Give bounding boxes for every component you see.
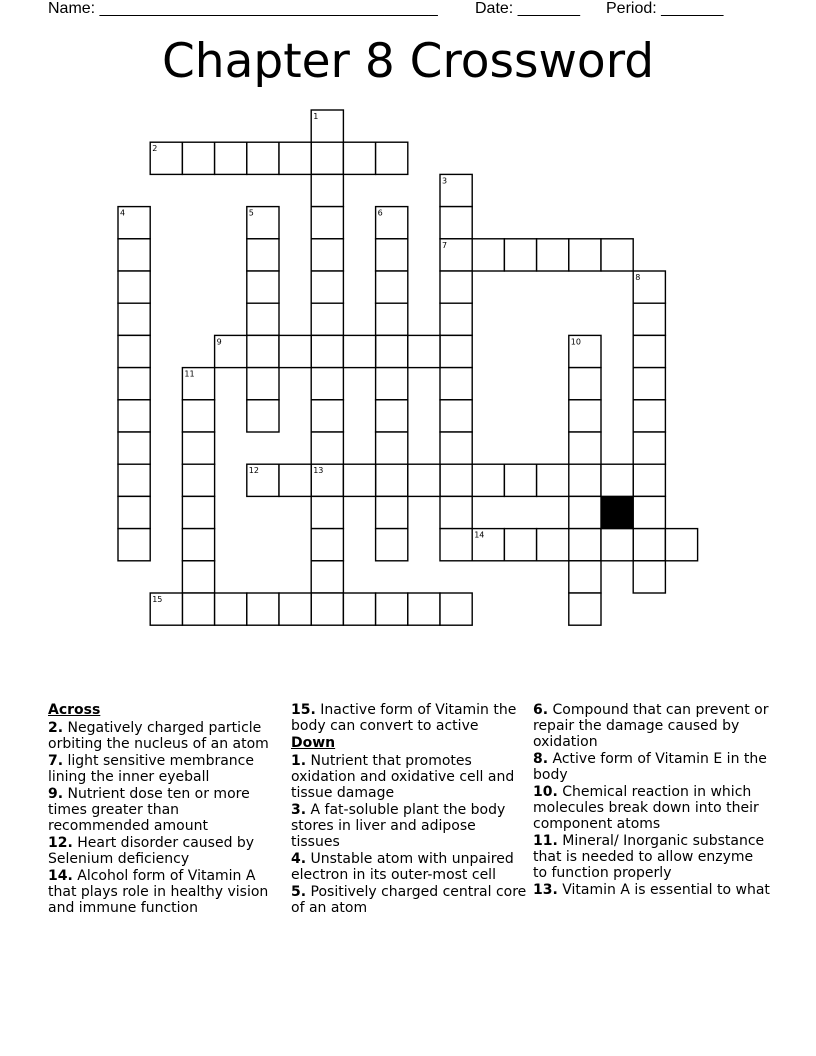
clue-item	[291, 802, 527, 850]
clue-item	[291, 753, 527, 801]
grid-cell[interactable]	[343, 593, 375, 625]
grid-cell[interactable]	[118, 432, 150, 464]
grid-cell[interactable]	[182, 496, 214, 528]
grid-cell[interactable]	[182, 561, 214, 593]
grid-cell[interactable]	[440, 593, 472, 625]
grid-cell[interactable]	[215, 593, 247, 625]
clue-item	[291, 702, 527, 734]
grid-cell[interactable]	[247, 142, 279, 174]
clues-column-1	[48, 702, 282, 917]
cell-number: 6	[377, 208, 383, 218]
grid-cell[interactable]	[311, 561, 343, 593]
grid-cell[interactable]	[633, 368, 665, 400]
black-square	[601, 496, 633, 528]
clue-item	[291, 851, 527, 883]
clue-item	[48, 835, 282, 867]
grid-cell[interactable]	[311, 335, 343, 367]
grid-cell[interactable]	[633, 400, 665, 432]
down-heading: Down	[291, 735, 336, 751]
clue-number: 8.	[533, 751, 549, 767]
grid-cell[interactable]	[569, 464, 601, 496]
grid-cell[interactable]	[440, 335, 472, 367]
grid-cell[interactable]	[440, 271, 472, 303]
grid-cell[interactable]	[440, 368, 472, 400]
grid-cell[interactable]	[633, 335, 665, 367]
grid-cell[interactable]	[537, 464, 569, 496]
name-field[interactable]: Name: ______________________________________	[48, 0, 438, 17]
grid-cell[interactable]	[376, 593, 408, 625]
clue-item	[533, 751, 771, 783]
grid-cell[interactable]	[311, 207, 343, 239]
grid-cell[interactable]	[182, 529, 214, 561]
clue-number: 5.	[291, 884, 307, 900]
grid-cell[interactable]	[311, 400, 343, 432]
grid-cell[interactable]	[665, 529, 697, 561]
cell-number: 9	[216, 337, 222, 347]
grid-cell[interactable]	[472, 239, 504, 271]
grid-cell[interactable]	[601, 464, 633, 496]
clue-number: 14.	[48, 868, 73, 884]
clue-item	[48, 786, 282, 834]
grid-cell[interactable]	[118, 496, 150, 528]
grid-cell[interactable]	[311, 239, 343, 271]
clue-number: 13.	[533, 882, 558, 898]
clue-item	[48, 753, 282, 785]
clue-number: 11.	[533, 833, 558, 849]
grid-cell[interactable]	[633, 529, 665, 561]
grid-cell[interactable]	[633, 464, 665, 496]
grid-cell[interactable]	[504, 529, 536, 561]
grid-cell[interactable]	[247, 368, 279, 400]
grid-cell[interactable]	[279, 464, 311, 496]
grid-cell[interactable]	[247, 593, 279, 625]
grid-cell[interactable]	[537, 529, 569, 561]
grid-cell[interactable]	[182, 464, 214, 496]
grid-cell[interactable]	[279, 335, 311, 367]
cell-number: 14	[474, 530, 485, 540]
clue-text: Nutrient that promotes oxidation and oxidative cell and tissue damage	[291, 753, 515, 801]
clue-item	[533, 882, 771, 898]
grid-cell[interactable]	[118, 303, 150, 335]
grid-cell[interactable]	[343, 142, 375, 174]
grid-cell[interactable]	[504, 239, 536, 271]
grid-cell[interactable]	[343, 335, 375, 367]
clue-text: Unstable atom with unpaired electron in its outer-most cell	[291, 851, 514, 883]
grid-cell[interactable]	[311, 432, 343, 464]
clue-text: Mineral/ Inorganic substance that is needed to allow enzyme to function properly	[533, 833, 765, 881]
grid-cell[interactable]	[633, 432, 665, 464]
grid-cell[interactable]	[472, 464, 504, 496]
clue-text: Nutrient dose ten or more times greater than recommended amount	[48, 786, 250, 834]
clue-item	[291, 884, 527, 916]
grid-cell[interactable]	[376, 464, 408, 496]
grid-cell[interactable]	[376, 142, 408, 174]
clue-number: 4.	[291, 851, 307, 867]
page-title: Chapter 8 Crossword	[161, 34, 655, 89]
grid-cell[interactable]	[311, 271, 343, 303]
grid-cell[interactable]	[279, 593, 311, 625]
clue-number: 15.	[291, 702, 316, 718]
clue-item	[533, 784, 771, 832]
grid-cell[interactable]	[569, 561, 601, 593]
grid-cell[interactable]	[118, 529, 150, 561]
grid-cell[interactable]	[376, 303, 408, 335]
grid-cell[interactable]	[343, 464, 375, 496]
grid-cell[interactable]	[408, 464, 440, 496]
clue-number: 7.	[48, 753, 64, 769]
grid-cell[interactable]	[537, 239, 569, 271]
grid-cell[interactable]	[440, 432, 472, 464]
across-clue-list	[48, 720, 282, 916]
clue-text: Negatively charged particle orbiting the nucleus of an atom	[48, 720, 269, 752]
grid-cell[interactable]	[311, 496, 343, 528]
grid-cell[interactable]	[376, 529, 408, 561]
grid-cell[interactable]	[569, 496, 601, 528]
grid-cell[interactable]	[440, 529, 472, 561]
cell-number: 10	[570, 337, 581, 347]
grid-cell[interactable]	[311, 174, 343, 206]
grid-cell[interactable]	[311, 142, 343, 174]
cell-number: 8	[635, 273, 641, 282]
clue-text: light sensitive membrance lining the inner eyeball	[48, 753, 254, 785]
clue-number: 3.	[291, 802, 307, 818]
grid-cell[interactable]	[376, 239, 408, 271]
clue-number: 10.	[533, 784, 558, 800]
grid-cell[interactable]	[569, 529, 601, 561]
grid-cell[interactable]	[247, 239, 279, 271]
grid-cell[interactable]	[633, 561, 665, 593]
clue-text: Vitamin A is essential to what	[557, 882, 770, 898]
grid-cell[interactable]	[376, 400, 408, 432]
grid-cell[interactable]	[247, 335, 279, 367]
clue-item	[533, 702, 771, 750]
clue-number: 2.	[48, 720, 64, 736]
grid-cell[interactable]	[408, 335, 440, 367]
grid-cell[interactable]	[569, 368, 601, 400]
clue-text: Positively charged central core of an atom	[291, 884, 527, 916]
across-heading: Across	[48, 702, 101, 718]
grid-cell[interactable]	[311, 368, 343, 400]
grid-cell[interactable]	[118, 464, 150, 496]
grid-cell[interactable]	[247, 400, 279, 432]
grid-cell[interactable]	[633, 303, 665, 335]
grid-cell[interactable]	[182, 593, 214, 625]
clue-number: 6.	[533, 702, 549, 718]
grid-cell[interactable]	[440, 400, 472, 432]
across-clue-list-continued	[291, 702, 527, 734]
cell-number: 13	[313, 466, 324, 476]
grid-cell[interactable]	[215, 142, 247, 174]
cell-number: 15	[152, 595, 163, 604]
grid-cell[interactable]	[569, 400, 601, 432]
grid-cell[interactable]	[311, 303, 343, 335]
cell-number: 2	[152, 144, 158, 154]
cell-number: 12	[248, 466, 259, 476]
down-clue-list-continued	[533, 702, 771, 898]
clue-number: 9.	[48, 786, 64, 802]
clue-text: Inactive form of Vitamin the body can convert to active	[291, 702, 517, 734]
grid-cell[interactable]	[311, 529, 343, 561]
clue-text: Active form of Vitamin E in the body	[533, 751, 767, 783]
grid-cell[interactable]	[376, 368, 408, 400]
grid-cell[interactable]	[601, 529, 633, 561]
grid-cell[interactable]	[504, 464, 536, 496]
grid-cell[interactable]	[601, 239, 633, 271]
clue-text: A fat-soluble plant the body stores in liver and adipose tissues	[291, 802, 506, 850]
grid-cell[interactable]	[440, 496, 472, 528]
cell-number: 5	[248, 208, 254, 218]
clue-text: Alcohol form of Vitamin A that plays role in healthy vision and immune function	[48, 868, 269, 916]
grid-cell[interactable]	[569, 432, 601, 464]
grid-cell[interactable]	[311, 593, 343, 625]
period-field[interactable]: Period: _______	[606, 0, 724, 17]
grid-cell[interactable]	[118, 239, 150, 271]
grid-cell[interactable]	[279, 142, 311, 174]
clue-number: 1.	[291, 753, 307, 769]
clue-item	[533, 833, 771, 881]
clue-text: Heart disorder caused by Selenium deficiency	[48, 835, 255, 867]
clue-text: Compound that can prevent or repair the damage caused by oxidation	[533, 702, 769, 750]
grid-cell[interactable]	[376, 335, 408, 367]
clue-item	[48, 720, 282, 752]
cell-number: 1	[313, 112, 319, 121]
clues-column-3	[533, 702, 771, 899]
date-field[interactable]: Date: _______	[475, 0, 580, 17]
grid-cell[interactable]	[376, 432, 408, 464]
grid-cell[interactable]	[408, 593, 440, 625]
down-clue-list	[291, 753, 527, 916]
grid-cell[interactable]	[182, 432, 214, 464]
grid-cell[interactable]	[118, 400, 150, 432]
grid-cell[interactable]	[376, 271, 408, 303]
grid-cell[interactable]	[118, 271, 150, 303]
grid-cell[interactable]	[247, 303, 279, 335]
grid-cell[interactable]	[182, 400, 214, 432]
cell-number: 4	[120, 208, 126, 218]
grid-cell[interactable]	[118, 368, 150, 400]
clue-item	[48, 868, 282, 916]
cell-number: 7	[442, 240, 448, 250]
grid-cell[interactable]	[247, 271, 279, 303]
clues-column-2	[291, 702, 527, 917]
grid-cell[interactable]	[376, 496, 408, 528]
grid-cell[interactable]	[118, 335, 150, 367]
grid-cell[interactable]	[440, 303, 472, 335]
grid-cell[interactable]	[569, 239, 601, 271]
cell-number: 3	[442, 176, 448, 186]
grid-cell[interactable]	[633, 496, 665, 528]
grid-cell[interactable]	[440, 207, 472, 239]
clue-text: Chemical reaction in which molecules break down into their component atoms	[533, 784, 759, 832]
grid-cell[interactable]	[569, 593, 601, 625]
cell-number: 11	[184, 369, 195, 379]
grid-cell[interactable]	[182, 142, 214, 174]
clue-number: 12.	[48, 835, 73, 851]
grid-cell[interactable]	[440, 464, 472, 496]
